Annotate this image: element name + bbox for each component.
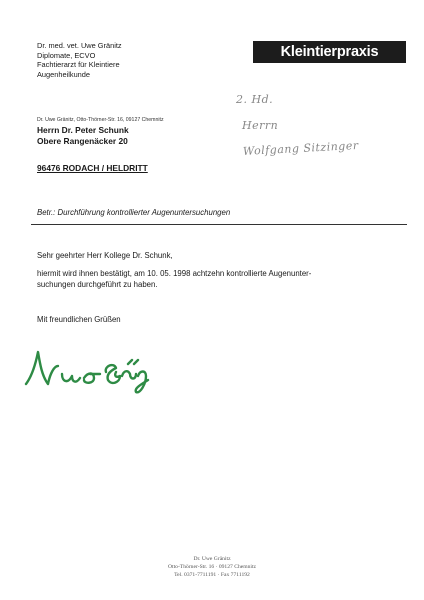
handwritten-note-line-2: Herrn bbox=[242, 119, 279, 132]
footer-address: Otto-Thörner-Str. 16 · 09127 Chemnitz bbox=[168, 564, 256, 570]
return-address: Dr. Uwe Gränitz, Otto-Thörner-Str. 16, 09127 Chemnitz bbox=[37, 117, 164, 123]
sender-specialty: Fachtierarzt für Kleintiere bbox=[37, 60, 120, 70]
signature bbox=[18, 340, 178, 400]
footer-phone: Tel. 0371-7711191 · Fax 7711192 bbox=[174, 572, 250, 578]
subject-divider bbox=[31, 224, 407, 225]
body-line-2: suchungen durchgeführt zu haben. bbox=[37, 280, 158, 289]
sender-name: Dr. med. vet. Uwe Gränitz bbox=[37, 41, 122, 50]
body-line-1: hiermit wird ihnen bestätigt, am 10. 05. 1998 achtzehn kontrollierte Augenunter- bbox=[37, 269, 312, 278]
recipient-street: Obere Rangenäcker 20 bbox=[37, 136, 128, 146]
sender-block bbox=[37, 41, 122, 79]
sender-field: Augenheilkunde bbox=[37, 69, 91, 79]
recipient-name: Herrn Dr. Peter Schunk bbox=[37, 125, 129, 135]
handwritten-note-line-1: 2. Hd. bbox=[236, 93, 274, 106]
sender-diploma: Diplomate, ECVO bbox=[37, 50, 96, 60]
salutation: Sehr geehrter Herr Kollege Dr. Schunk, bbox=[37, 251, 173, 260]
recipient-block bbox=[37, 125, 129, 147]
practice-logo: Kleintierpraxis bbox=[253, 41, 406, 63]
footer-name: Dr. Uwe Gränitz bbox=[193, 556, 231, 562]
handwritten-note-line-3: Wolfgang Sitzinger bbox=[242, 138, 359, 158]
letter-body bbox=[37, 268, 311, 290]
letter-subject: Betr.: Durchführung kontrollierter Augenuntersuchungen bbox=[37, 208, 231, 217]
closing: Mit freundlichen Grüßen bbox=[37, 315, 121, 324]
recipient-city: 96476 RODACH / HELDRITT bbox=[37, 163, 148, 173]
